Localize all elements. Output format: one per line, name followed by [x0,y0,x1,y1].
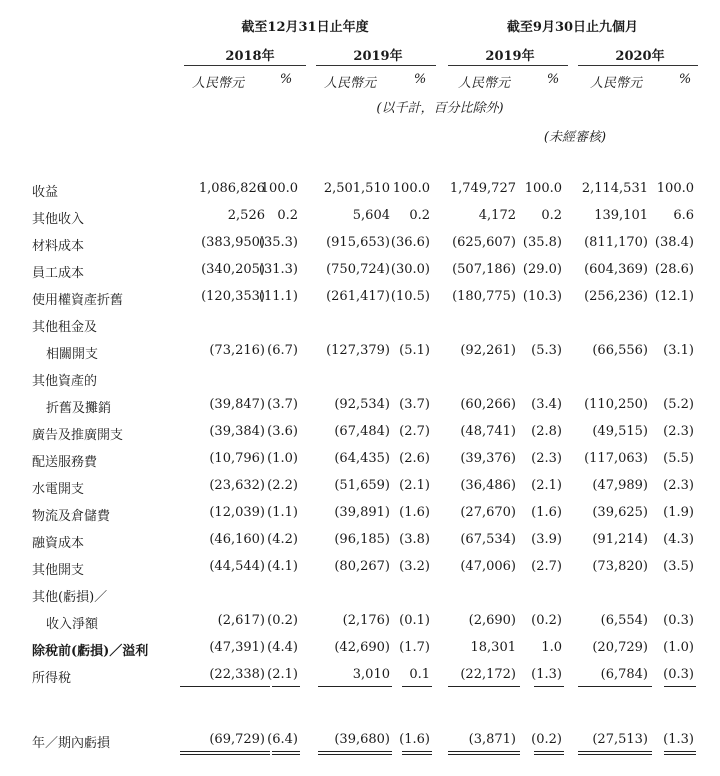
amount-cell: (49,515) [592,424,648,439]
amount-cell: (64,435) [334,451,390,466]
row-label: 物流及倉儲費 [32,509,111,524]
amount-cell: 2,501,510 [323,181,390,196]
total-double-rule [664,751,696,755]
amount-cell: 4,172 [478,208,516,223]
amount-cell: (3,871) [468,732,516,747]
amount-cell: 5,604 [352,208,390,223]
amount-cell: (39,376) [460,451,516,466]
row-label: 所得稅 [32,671,72,686]
amount-cell: (340,205) [201,262,265,277]
year-2019-nine-header: 2019年 [485,49,535,64]
percent-cell: (0.2) [531,613,562,628]
percent-cell: (5.3) [531,343,562,358]
currency-label: 人民幣元 [589,76,642,91]
percent-cell: (6.7) [267,343,298,358]
percent-cell: (5.1) [399,343,430,358]
amount-cell: (507,186) [452,262,516,277]
amount-cell: (120,353) [201,289,265,304]
total-double-rule [534,751,564,755]
percent-cell: (3.5) [663,559,694,574]
amount-cell: (27,670) [460,505,516,520]
amount-cell: 1,749,727 [449,181,516,196]
amount-cell: (36,486) [460,478,516,493]
percent-label: % [678,72,692,87]
amount-cell: (47,391) [209,640,265,655]
amount-cell: (10,796) [209,451,265,466]
percent-cell: (1.3) [531,667,562,682]
percent-cell: (11.1) [258,289,298,304]
percent-cell: (1.1) [267,505,298,520]
amount-cell: (6,554) [600,613,648,628]
amount-cell: 2,526 [227,208,265,223]
row-label: 其他收入 [32,212,85,227]
percent-cell: (1.0) [663,640,694,655]
percent-cell: (0.3) [663,667,694,682]
percent-cell: 0.2 [541,208,562,223]
percent-cell: (4.4) [267,640,298,655]
subtotal-rule [534,686,564,687]
row-label: 收益 [32,185,59,200]
amount-cell: 139,101 [594,208,648,223]
period-nine-months-header: 截至9月30日止九個月 [506,20,639,35]
amount-cell: (22,172) [460,667,516,682]
amount-cell: (22,338) [209,667,265,682]
row-label: 員工成本 [32,266,85,281]
total-double-rule [578,751,652,755]
percent-cell: (28.6) [654,262,694,277]
percent-cell: (3.1) [663,343,694,358]
total-double-rule [180,751,270,755]
row-label: 除稅前(虧損)／溢利 [32,644,149,659]
row-label: 配送服務費 [32,455,98,470]
amount-cell: (117,063) [584,451,648,466]
percent-cell: (2.6) [399,451,430,466]
amount-cell: (60,266) [460,397,516,412]
percent-cell: 0.1 [409,667,430,682]
amount-cell: (96,185) [334,532,390,547]
year-2018-header: 2018年 [225,49,275,64]
thousands-note: (以千計，百分比除外) [376,101,504,116]
amount-cell: (625,607) [452,235,516,250]
percent-cell: 1.0 [541,640,562,655]
year-2019-header: 2019年 [353,49,403,64]
row-label: 年／期內虧損 [32,736,111,751]
subtotal-rule [402,686,432,687]
amount-cell: (73,820) [592,559,648,574]
row-label: 其他資產的 [32,374,98,389]
amount-cell: (110,250) [584,397,648,412]
percent-cell: (4.2) [267,532,298,547]
currency-label: 人民幣元 [191,76,244,91]
row-label: 水電開支 [32,482,85,497]
amount-cell: (750,724) [326,262,390,277]
percent-cell: (3.9) [531,532,562,547]
amount-cell: (2,617) [217,613,265,628]
percent-cell: 6.6 [673,208,694,223]
amount-cell: (127,379) [326,343,390,358]
amount-cell: (6,784) [600,667,648,682]
amount-cell: (2,690) [468,613,516,628]
percent-cell: (3.7) [267,397,298,412]
amount-cell: (46,160) [209,532,265,547]
amount-cell: (39,384) [209,424,265,439]
row-label: 材料成本 [32,239,85,254]
amount-cell: 3,010 [352,667,390,682]
subtotal-rule [272,686,300,687]
amount-cell: (92,261) [460,343,516,358]
percent-cell: (1.6) [399,732,430,747]
amount-cell: (67,484) [334,424,390,439]
percent-cell: (30.0) [390,262,430,277]
percent-cell: (0.2) [267,613,298,628]
amount-cell: (48,741) [460,424,516,439]
amount-cell: (915,653) [326,235,390,250]
amount-cell: (180,775) [452,289,516,304]
percent-cell: 100.0 [656,181,694,196]
row-label: 廣告及推廣開支 [32,428,124,443]
percent-cell: (0.2) [531,732,562,747]
row-label: 其他租金及 [32,320,98,335]
amount-cell: (256,236) [584,289,648,304]
percent-cell: (1.3) [663,732,694,747]
percent-cell: (3.4) [531,397,562,412]
amount-cell: (27,513) [592,732,648,747]
percent-cell: (3.7) [399,397,430,412]
amount-cell: (383,950) [201,235,265,250]
total-double-rule [402,751,432,755]
percent-cell: 100.0 [524,181,562,196]
percent-label: % [413,72,427,87]
percent-cell: 100.0 [392,181,430,196]
unaudited-note: (未經審核) [543,130,607,145]
amount-cell: (80,267) [334,559,390,574]
amount-cell: (73,216) [209,343,265,358]
percent-label: % [546,72,560,87]
amount-cell: (2,176) [342,613,390,628]
percent-cell: 0.2 [277,208,298,223]
row-label: 收入淨額 [46,617,99,632]
amount-cell: (811,170) [584,235,648,250]
subtotal-rule [318,686,392,687]
subtotal-rule [180,686,270,687]
currency-label: 人民幣元 [457,76,510,91]
header-underline-2018 [184,65,306,66]
percent-cell: (3.8) [399,532,430,547]
amount-cell: (47,989) [592,478,648,493]
amount-cell: (39,680) [334,732,390,747]
amount-cell: (47,006) [460,559,516,574]
percent-label: % [279,72,293,87]
percent-cell: (10.5) [390,289,430,304]
amount-cell: (51,659) [334,478,390,493]
percent-cell: (31.3) [258,262,298,277]
row-label: 其他開支 [32,563,85,578]
row-label: 使用權資產折舊 [32,293,124,308]
total-double-rule [318,751,392,755]
row-label: 融資成本 [32,536,85,551]
header-underline-2020-nine [578,65,698,66]
percent-cell: (4.1) [267,559,298,574]
percent-cell: (38.4) [654,235,694,250]
total-double-rule [272,751,300,755]
total-double-rule [448,751,520,755]
percent-cell: 0.2 [409,208,430,223]
percent-cell: (5.2) [663,397,694,412]
amount-cell: (261,417) [326,289,390,304]
percent-cell: (2.8) [531,424,562,439]
row-label: 折舊及攤銷 [46,401,112,416]
amount-cell: (66,556) [592,343,648,358]
percent-cell: (5.5) [663,451,694,466]
subtotal-rule [448,686,520,687]
amount-cell: 1,086,826 [198,181,265,196]
header-underline-2019-nine [448,65,568,66]
percent-cell: (1.6) [399,505,430,520]
percent-cell: (36.6) [390,235,430,250]
percent-cell: (29.0) [522,262,562,277]
year-2020-nine-header: 2020年 [615,49,665,64]
subtotal-rule [664,686,696,687]
subtotal-rule [578,686,652,687]
amount-cell: (604,369) [584,262,648,277]
amount-cell: 18,301 [470,640,516,655]
header-underline-2019 [316,65,436,66]
percent-cell: (1.9) [663,505,694,520]
percent-cell: 100.0 [260,181,298,196]
percent-cell: (0.3) [663,613,694,628]
amount-cell: (39,847) [209,397,265,412]
amount-cell: (67,534) [460,532,516,547]
amount-cell: (39,625) [592,505,648,520]
percent-cell: (0.1) [399,613,430,628]
amount-cell: (39,891) [334,505,390,520]
row-label: 相關開支 [46,347,99,362]
amount-cell: (69,729) [209,732,265,747]
amount-cell: (12,039) [209,505,265,520]
period-year-header: 截至12月31日止年度 [241,20,369,35]
amount-cell: (91,214) [592,532,648,547]
percent-cell: (2.2) [267,478,298,493]
percent-cell: (2.7) [531,559,562,574]
percent-cell: (12.1) [654,289,694,304]
percent-cell: (2.1) [531,478,562,493]
amount-cell: (23,632) [209,478,265,493]
percent-cell: (6.4) [267,732,298,747]
percent-cell: (1.6) [531,505,562,520]
amount-cell: (42,690) [334,640,390,655]
percent-cell: (1.7) [399,640,430,655]
percent-cell: (2.7) [399,424,430,439]
percent-cell: (2.3) [531,451,562,466]
percent-cell: (2.1) [399,478,430,493]
percent-cell: (35.8) [522,235,562,250]
percent-cell: (2.3) [663,478,694,493]
percent-cell: (1.0) [267,451,298,466]
percent-cell: (2.1) [267,667,298,682]
amount-cell: (20,729) [592,640,648,655]
amount-cell: (92,534) [334,397,390,412]
percent-cell: (2.3) [663,424,694,439]
amount-cell: (44,544) [209,559,265,574]
row-label: 其他(虧損)／ [32,590,108,605]
percent-cell: (10.3) [522,289,562,304]
percent-cell: (35.3) [258,235,298,250]
percent-cell: (4.3) [663,532,694,547]
currency-label: 人民幣元 [323,76,376,91]
amount-cell: 2,114,531 [581,181,648,196]
percent-cell: (3.6) [267,424,298,439]
percent-cell: (3.2) [399,559,430,574]
